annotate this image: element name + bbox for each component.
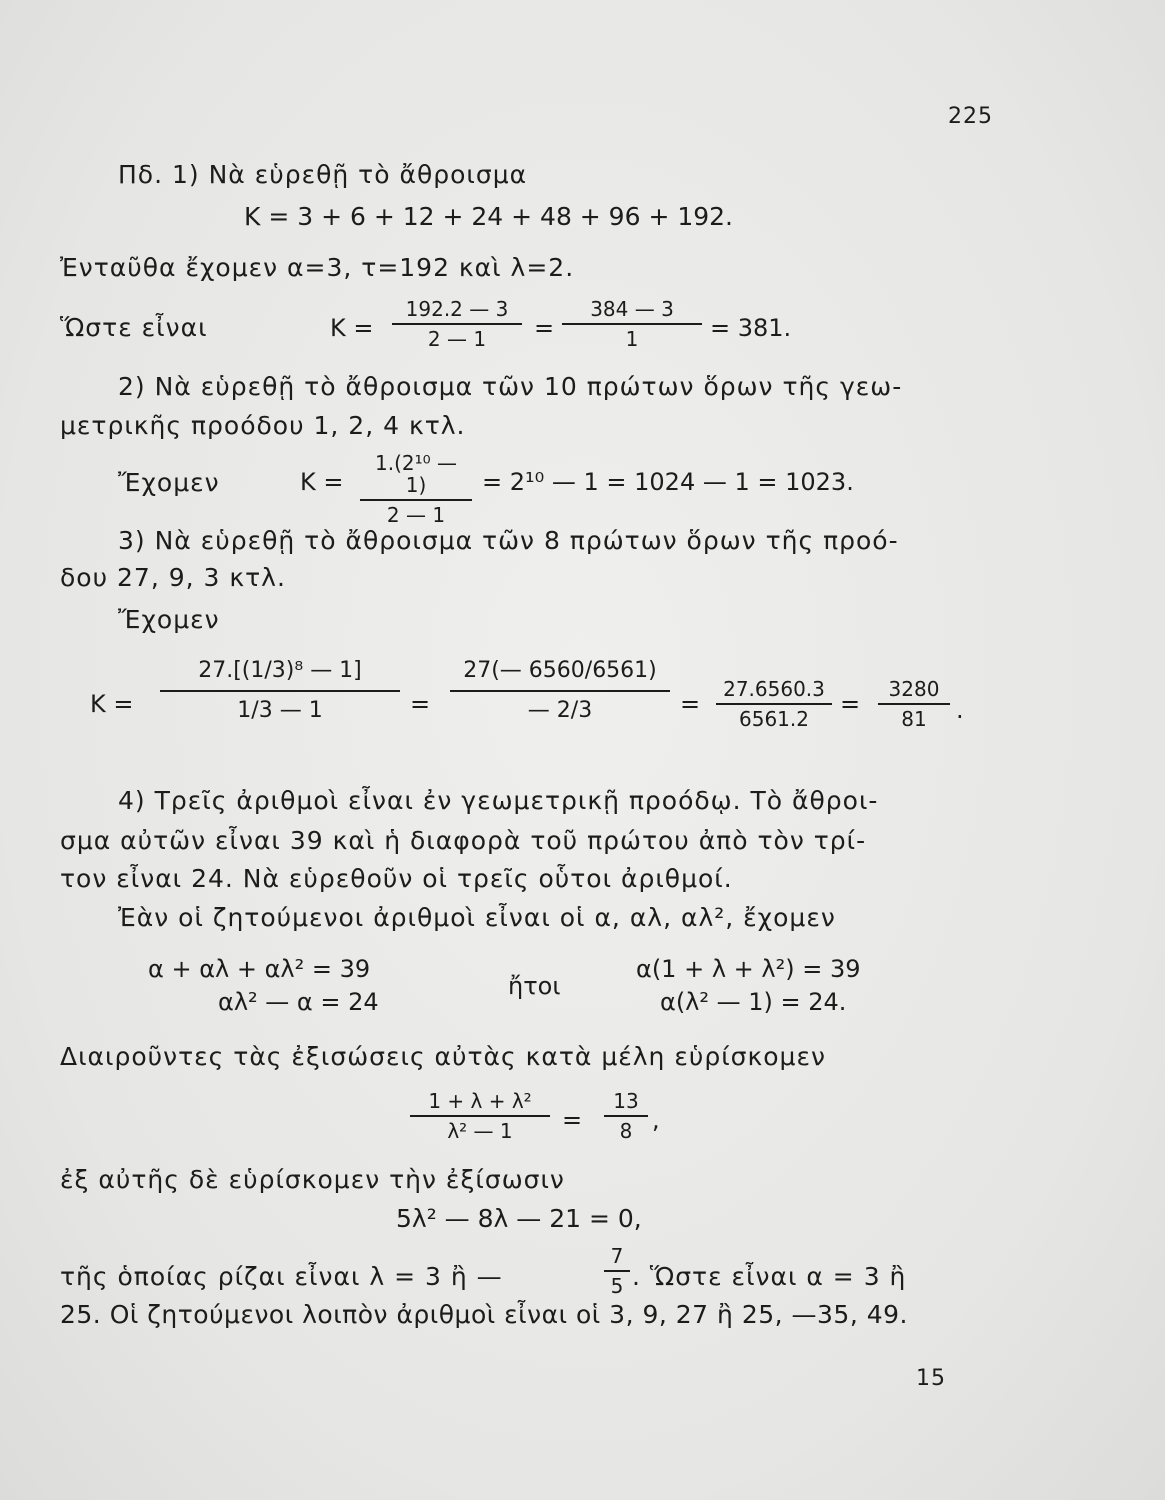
fraction-2 [562, 298, 702, 350]
fraction-6-numerator: 27.6560.3 [716, 678, 832, 705]
fraction-7-numerator: 3280 [878, 678, 950, 705]
example1-given: Ἐνταῦθα ἔχομεν α=3, τ=192 καὶ λ=2. [60, 253, 575, 282]
fraction-13-8-denominator: 8 [619, 1119, 633, 1143]
equals-sign: = [840, 690, 861, 718]
example4-line-2: σμα αὐτῶν εἶναι 39 καὶ ἡ διαφορὰ τοῦ πρώτου ἀπὸ τὸν τρί- [60, 826, 867, 855]
example4-line-5: Διαιροῦντες τὰς ἐξισώσεις αὐτὰς κατὰ μέλη εὑρίσκομεν [60, 1042, 826, 1071]
fraction-ratio [410, 1090, 550, 1142]
fraction-2-denominator: 1 [625, 327, 639, 351]
fraction-6 [716, 678, 832, 730]
example2-line-2: μετρικῆς προόδου 1, 2, 4 κτλ. [60, 411, 466, 440]
fraction-7 [878, 678, 950, 730]
equals-sign: = [562, 1106, 583, 1134]
example4-line-4: Ἐὰν οἱ ζητούμενοι ἀριθμοὶ εἶναι οἱ α, αλ, αλ², ἔχομεν [118, 903, 836, 932]
comma: , [652, 1106, 660, 1134]
period: . [956, 696, 964, 724]
example2-have: Ἔχομεν [118, 468, 220, 497]
k-symbol: Κ = [300, 468, 344, 496]
fraction-13-8 [604, 1090, 648, 1142]
fraction-ratio-denominator: λ² — 1 [447, 1119, 513, 1143]
example1-result: = 381. [710, 314, 792, 342]
example4-line-8: 25. Οἱ ζητούμενοι λοιπὸν ἀριθμοὶ εἶναι οἱ 3, 9, 27 ἢ 25, —35, 49. [60, 1300, 908, 1329]
fraction-7-denominator: 81 [901, 707, 927, 731]
k-symbol: Κ = [90, 690, 134, 718]
equals-sign: = [534, 314, 555, 342]
fraction-ratio-numerator: 1 + λ + λ² [410, 1090, 550, 1117]
fraction-2-numerator: 384 — 3 [562, 298, 702, 325]
fraction-13-8-numerator: 13 [604, 1090, 648, 1117]
fraction-3 [360, 452, 472, 526]
example1-result-prefix: Ὥστε εἶναι [60, 313, 208, 342]
equals-sign: = [680, 690, 701, 718]
fraction-5-complex [450, 660, 670, 722]
hetoi-word: ἤτοι [508, 972, 561, 1000]
system-2-eq-1: α(1 + λ + λ²) = 39 [636, 955, 861, 983]
fraction-7-5 [604, 1245, 630, 1297]
example2-result: = 2¹⁰ — 1 = 1024 — 1 = 1023. [482, 468, 854, 496]
example4-line-7b: . Ὥστε εἶναι α = 3 ἢ [632, 1262, 907, 1291]
fraction-7-5-numerator: 7 [604, 1245, 630, 1272]
signature-mark: 15 [916, 1366, 946, 1391]
fraction-5-numerator: 27(— 6560/6561) [450, 660, 670, 692]
quadratic-equation: 5λ² — 8λ — 21 = 0, [396, 1204, 642, 1233]
fraction-4-numerator: 27.[(1/3)⁸ — 1] [160, 660, 400, 692]
example3-have: Ἔχομεν [118, 605, 220, 634]
fraction-3-denominator: 2 — 1 [386, 503, 446, 527]
page-number: 225 [948, 104, 993, 129]
fraction-6-denominator: 6561.2 [739, 707, 809, 731]
example4-line-3: τον εἶναι 24. Νὰ εὑρεθοῦν οἱ τρεῖς οὗτοι ἀριθμοί. [60, 864, 733, 893]
system-1-eq-2: αλ² — α = 24 [218, 988, 379, 1016]
fraction-1-numerator: 192.2 — 3 [392, 298, 522, 325]
fraction-5-denominator: — 2/3 [527, 698, 593, 723]
system-1-eq-1: α + αλ + αλ² = 39 [148, 955, 371, 983]
example3-line-2: δου 27, 9, 3 κτλ. [60, 563, 286, 592]
k-symbol: Κ = [330, 314, 374, 342]
fraction-7-5-denominator: 5 [610, 1274, 624, 1298]
example2-line-1: 2) Νὰ εὑρεθῇ τὸ ἄθροισμα τῶν 10 πρώτων ὅρων τῆς γεω- [118, 372, 903, 401]
fraction-1 [392, 298, 522, 350]
example4-line-7a: τῆς ὁποίας ρίζαι εἶναι λ = 3 ἢ — [60, 1262, 503, 1291]
example1-sum: Κ = 3 + 6 + 12 + 24 + 48 + 96 + 192. [244, 202, 734, 231]
example4-line-1: 4) Τρεῖς ἀριθμοὶ εἶναι ἐν γεωμετρικῇ προόδῳ. Τὸ ἄθροι- [118, 786, 879, 815]
equals-sign: = [410, 690, 431, 718]
fraction-3-numerator: 1.(2¹⁰ — 1) [360, 452, 472, 501]
fraction-4-complex [160, 660, 400, 722]
example4-line-6: ἐξ αὐτῆς δὲ εὑρίσκομεν τὴν ἐξίσωσιν [60, 1165, 565, 1194]
fraction-1-denominator: 2 — 1 [427, 327, 487, 351]
example1-heading: Πδ. 1) Νὰ εὑρεθῇ τὸ ἄθροισμα [118, 160, 528, 189]
system-2-eq-2: α(λ² — 1) = 24. [660, 988, 847, 1016]
example3-line-1: 3) Νὰ εὑρεθῇ τὸ ἄθροισμα τῶν 8 πρώτων ὅρων τῆς προό- [118, 526, 899, 555]
fraction-4-denominator: 1/3 — 1 [237, 698, 323, 723]
